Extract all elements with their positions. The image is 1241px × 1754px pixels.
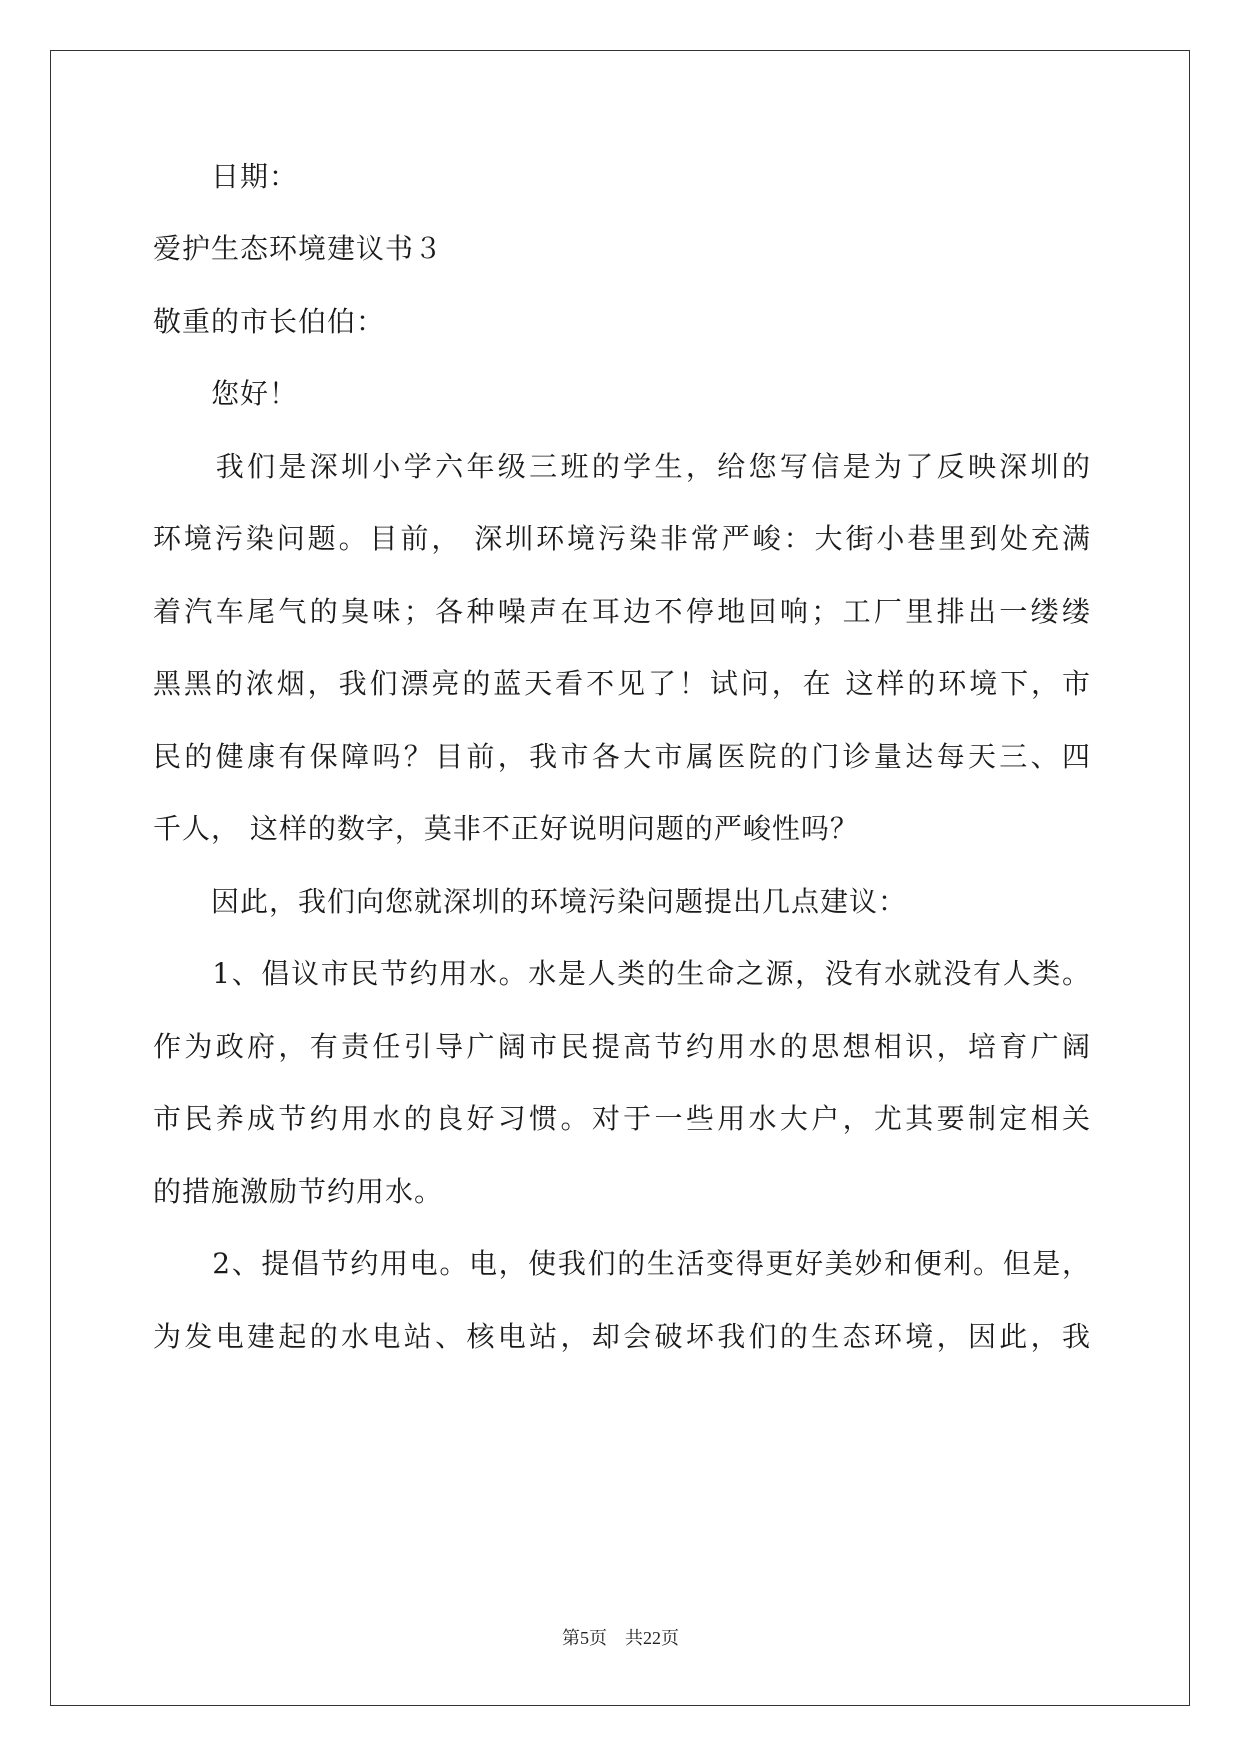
salutation: 敬重的市长伯伯： bbox=[153, 305, 386, 338]
document-title: 爱护生态环境建议书３ bbox=[153, 232, 444, 265]
paragraph-line: 着汽车尾气的臭味；各种噪声在耳边不停地回响；工厂里排出一缕缕 bbox=[153, 595, 1091, 628]
date-line: 日期： bbox=[153, 160, 299, 193]
paragraph-line: 环境污染问题。目前， 深圳环境污染非常严峻：大街小巷里到处充满 bbox=[153, 522, 1091, 555]
paragraph-line: 因此，我们向您就深圳的环境污染问题提出几点建议： bbox=[153, 885, 908, 918]
paragraph-line: 1、倡议市民节约用水。水是人类的生命之源，没有水就没有人类。 bbox=[153, 957, 1091, 990]
paragraph-line: 市民养成节约用水的良好习惯。对于一些用水大户，尤其要制定相关 bbox=[153, 1102, 1091, 1135]
page-suffix: 页 bbox=[661, 1628, 679, 1649]
page-mid: 页 共 bbox=[589, 1628, 643, 1649]
paragraph-line: 2、提倡节约用电。电，使我们的生活变得更好美妙和便利。但是， bbox=[153, 1247, 1091, 1280]
page-number-footer bbox=[0, 1626, 1241, 1651]
paragraph-line: 民的健康有保障吗？目前，我市各大市属医院的门诊量达每天三、四 bbox=[153, 740, 1091, 773]
greeting: 您好！ bbox=[153, 377, 299, 410]
paragraph-line: 为发电建起的水电站、核电站，却会破坏我们的生态环境，因此，我 bbox=[153, 1320, 1091, 1353]
page-border bbox=[50, 50, 1190, 1706]
paragraph-line: 我们是深圳小学六年级三班的学生，给您写信是为了反映深圳的 bbox=[153, 450, 1091, 483]
paragraph-line: 千人， 这样的数字，莫非不正好说明问题的严峻性吗？ bbox=[153, 812, 859, 845]
paragraph-line: 的措施激励节约用水。 bbox=[153, 1175, 444, 1208]
page-prefix: 第 bbox=[562, 1628, 580, 1649]
total-page-number: 22 bbox=[643, 1628, 661, 1648]
paragraph-line: 黑黑的浓烟，我们漂亮的蓝天看不见了！试问，在 这样的环境下，市 bbox=[153, 667, 1091, 700]
current-page-number: 5 bbox=[580, 1628, 589, 1648]
paragraph-line: 作为政府，有责任引导广阔市民提高节约用水的思想相识，培育广阔 bbox=[153, 1030, 1091, 1063]
